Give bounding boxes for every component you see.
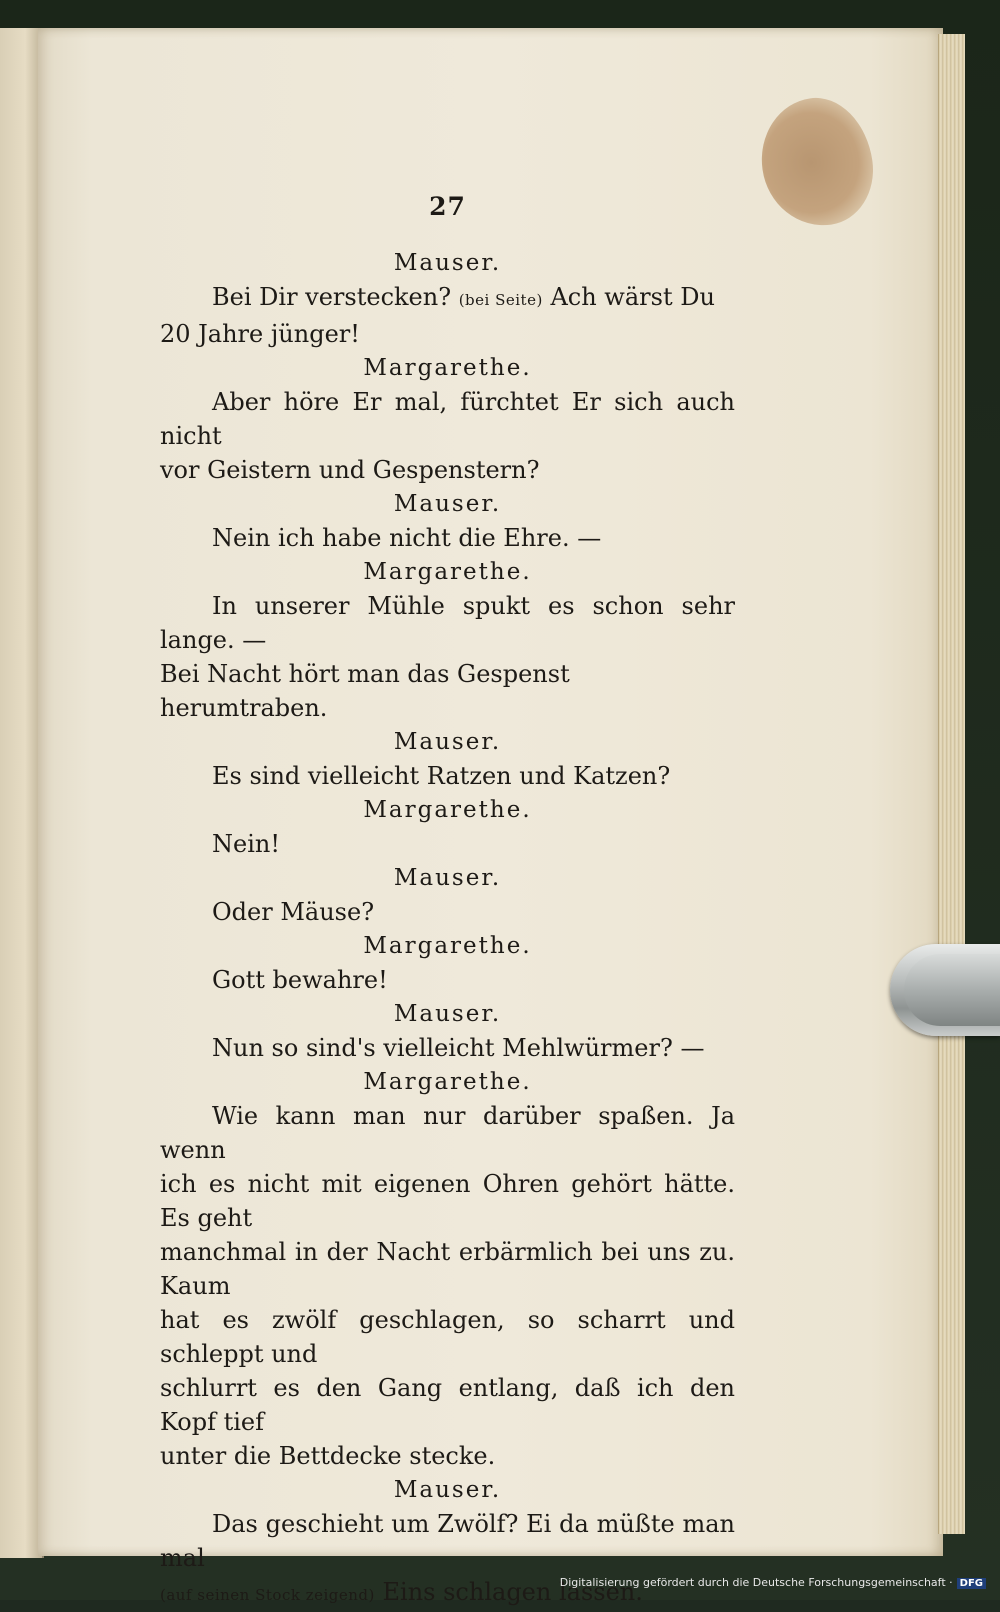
- line-text: schlurrt es den Gang entlang, daß ich den Kopf tief: [160, 1374, 735, 1436]
- text-line: [160, 759, 735, 793]
- line-text: manchmal in der Nacht erbärmlich bei uns zu. Kaum: [160, 1238, 735, 1300]
- line-text: Nein!: [212, 830, 280, 858]
- speaker-name: Margarethe.: [363, 933, 532, 959]
- text-line: [160, 657, 735, 725]
- stage-direction: (bei Seite): [458, 291, 543, 309]
- dfg-logo: DFG: [957, 1578, 986, 1589]
- line-text: Gott bewahre!: [212, 966, 388, 994]
- speaker-name: Mauser.: [393, 250, 502, 276]
- line-text: Aber höre Er mal, fürchtet Er sich auch nicht: [160, 388, 735, 450]
- speaker-name: Margarethe.: [363, 559, 532, 585]
- text-line: [160, 963, 735, 997]
- text-line: [160, 1099, 735, 1167]
- line-text: 20 Jahre jünger!: [160, 320, 360, 348]
- text-lines: [160, 246, 735, 1612]
- text-line: [160, 521, 735, 555]
- speaker-name: Margarethe.: [363, 1069, 532, 1095]
- text-line: [160, 1031, 735, 1065]
- speaker-name: Mauser.: [393, 865, 502, 891]
- text-line: [160, 1235, 735, 1303]
- text-line: [160, 1507, 735, 1575]
- line-text: In unserer Mühle spukt es schon sehr lange. —: [160, 592, 735, 654]
- line-text: vor Geistern und Gespenstern?: [160, 456, 540, 484]
- text-line: [160, 385, 735, 453]
- text-line: [160, 1167, 735, 1235]
- line-text: unter die Bettdecke stecke.: [160, 1442, 496, 1470]
- text-line: [160, 895, 735, 929]
- text-line: [160, 1303, 735, 1371]
- text-line: [160, 317, 735, 351]
- page-number: 27: [429, 192, 466, 221]
- text-line: [160, 1439, 735, 1473]
- page-edges: [938, 34, 965, 1534]
- line-text: Ach wärst Du: [542, 283, 715, 311]
- speaker-name: Mauser.: [393, 1477, 502, 1503]
- speaker-name: Margarethe.: [363, 797, 532, 823]
- line-text: ich es nicht mit eigenen Ohren gehört hätte. Es geht: [160, 1170, 735, 1232]
- line-text: Oder Mäuse?: [212, 898, 375, 926]
- text-line: [160, 280, 735, 317]
- line-text: Nein ich habe nicht die Ehre. —: [212, 524, 602, 552]
- text-line: [160, 453, 735, 487]
- line-text: Nun so sind's vielleicht Mehlwürmer? —: [212, 1034, 705, 1062]
- speaker-name: Mauser.: [393, 491, 502, 517]
- stage-direction: (auf seinen Stock zeigend): [160, 1586, 375, 1604]
- speaker-name: Mauser.: [393, 729, 502, 755]
- footer-text: Digitalisierung gefördert durch die Deutsche Forschungsgemeinschaft ·: [559, 1576, 953, 1589]
- line-text: Eins schlagen lassen.: [374, 1578, 643, 1606]
- footer-credit: [0, 1576, 986, 1589]
- line-text: Bei Dir verstecken?: [212, 283, 459, 311]
- text-line: [160, 827, 735, 861]
- text-line: [160, 1371, 735, 1439]
- line-text: Wie kann man nur darüber spaßen. Ja wenn: [160, 1102, 735, 1164]
- speaker-name: Mauser.: [393, 1001, 502, 1027]
- speaker-name: Margarethe.: [363, 355, 532, 381]
- text-line: [160, 589, 735, 657]
- page-clip-highlight: [904, 954, 1000, 1026]
- line-text: Das geschieht um Zwölf? Ei da müßte man mal: [160, 1510, 735, 1572]
- line-text: hat es zwölf geschlagen, so scharrt und schleppt und: [160, 1306, 735, 1368]
- line-text: Es sind vielleicht Ratzen und Katzen?: [212, 762, 671, 790]
- line-text: Bei Nacht hört man das Gespenst herumtraben.: [160, 660, 570, 722]
